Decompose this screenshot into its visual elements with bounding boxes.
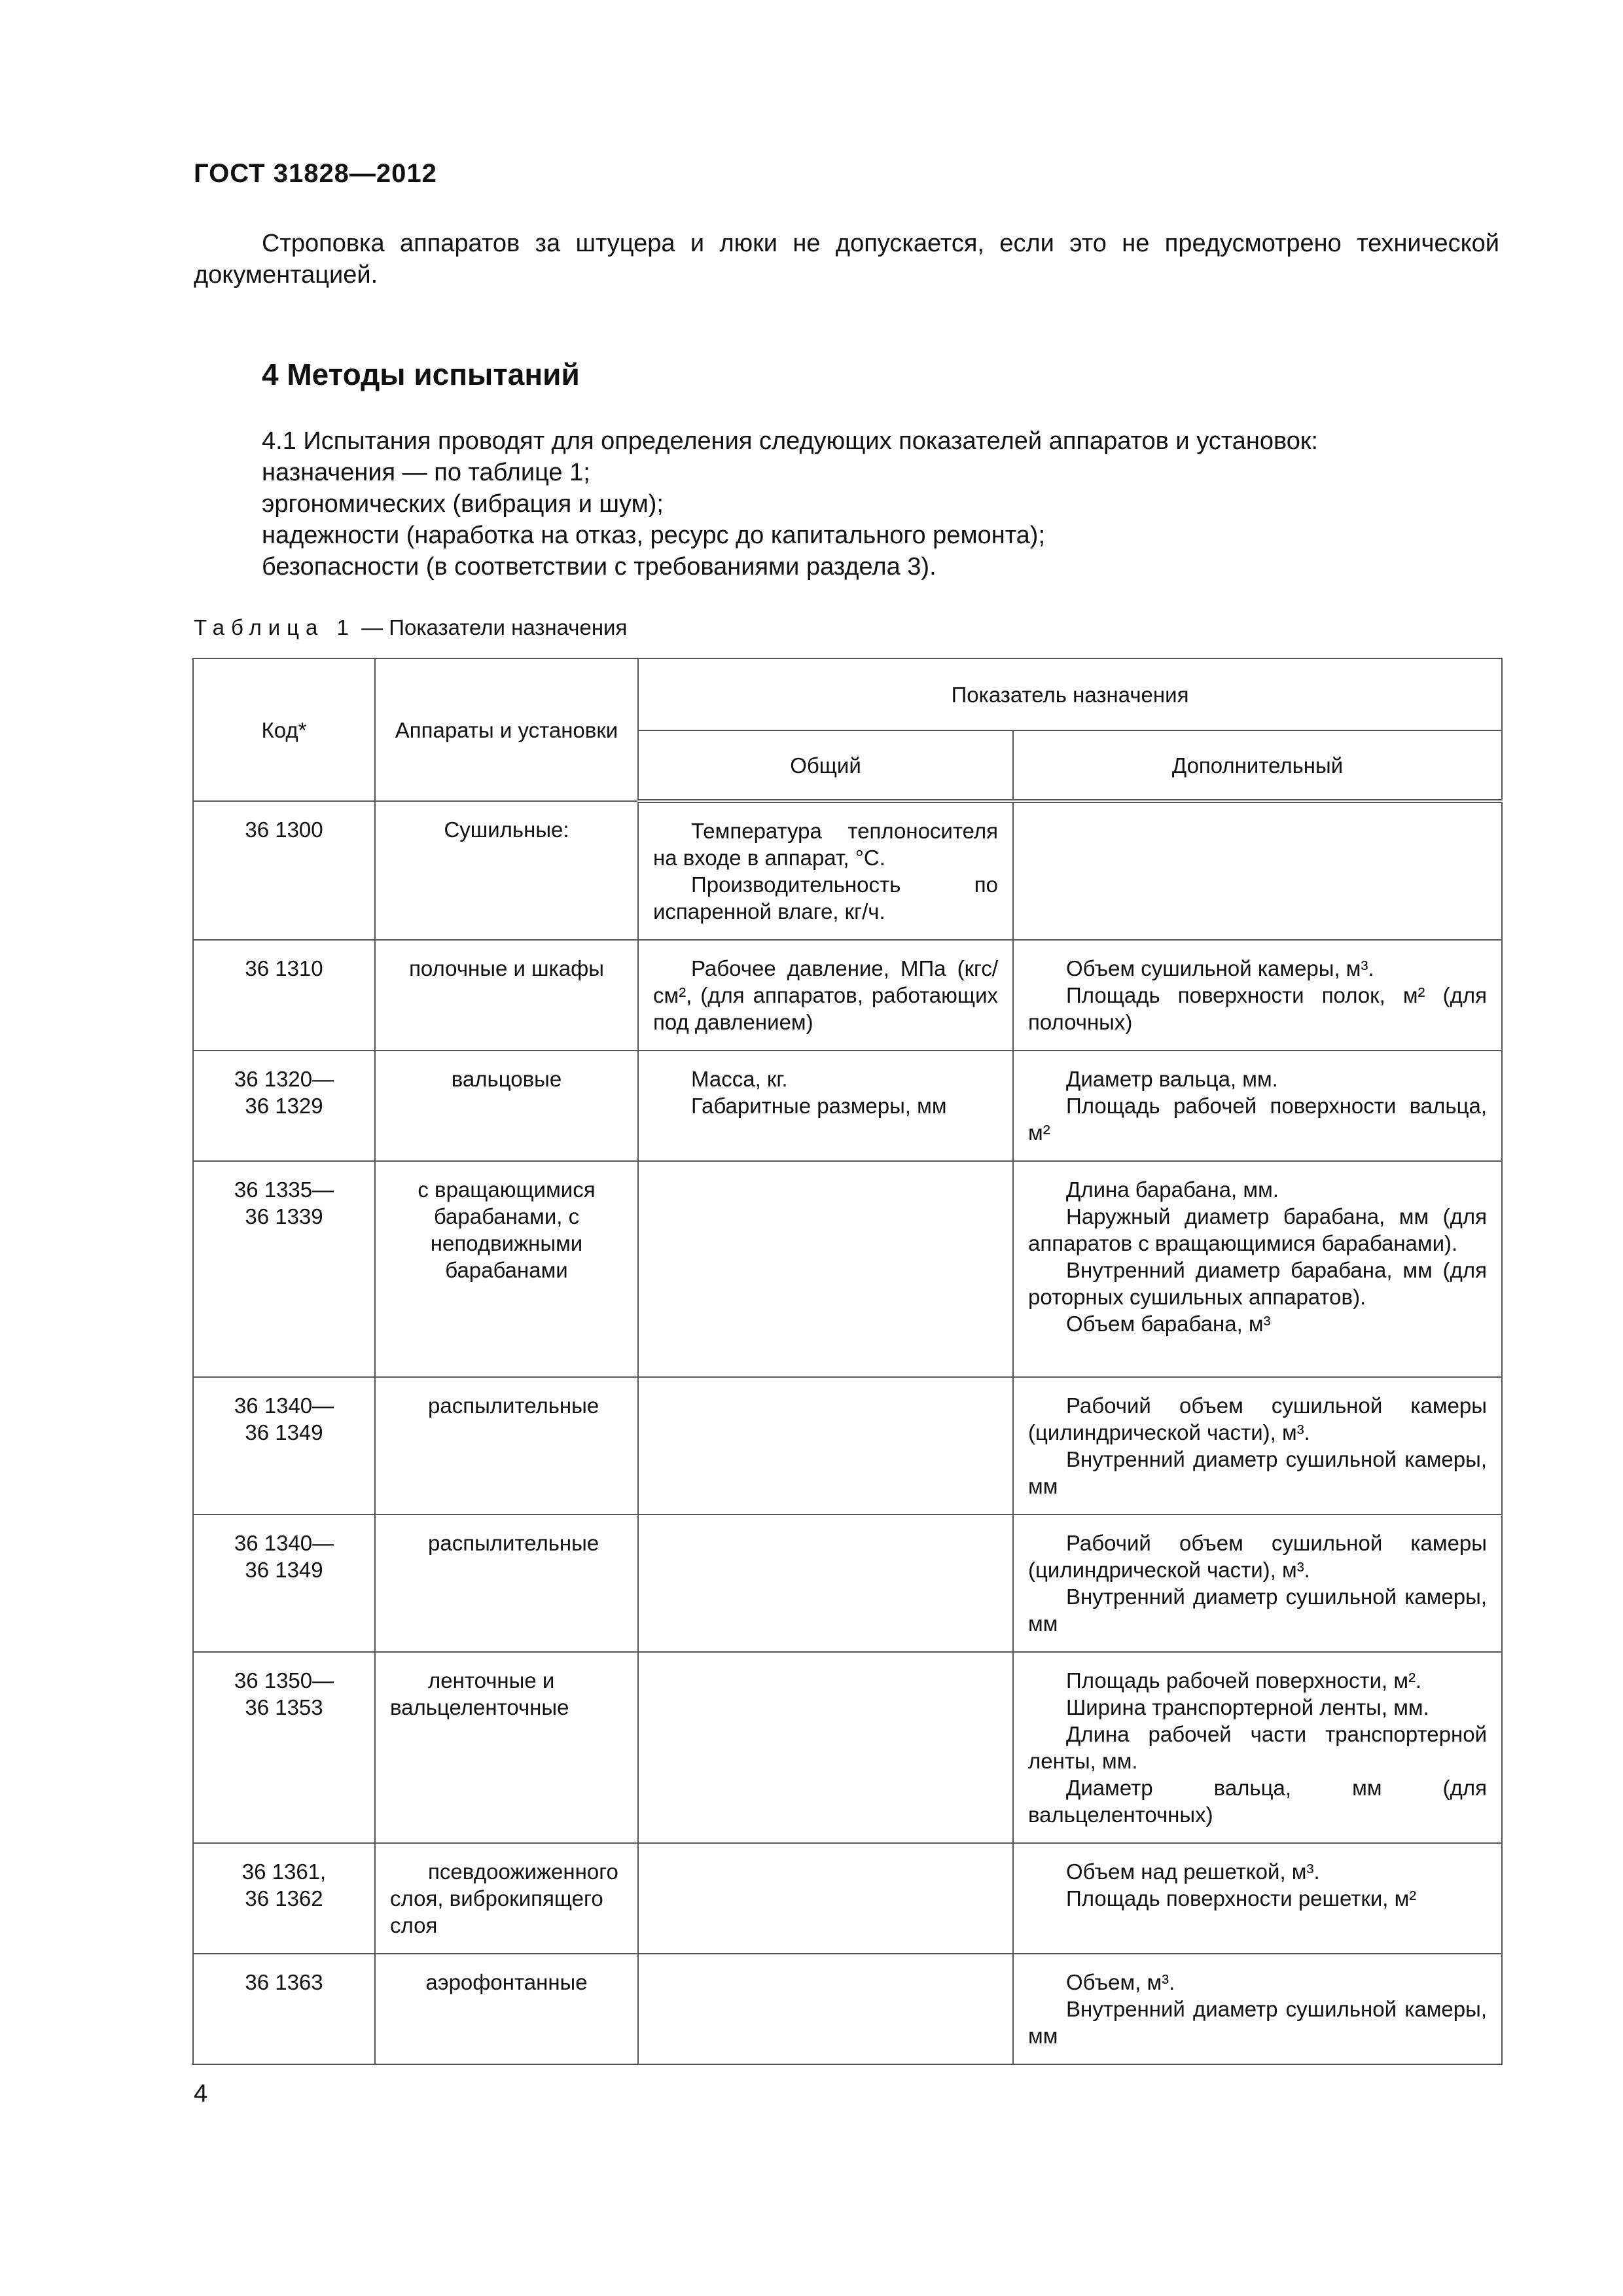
methods-line-ergonomic: эргономических (вибрация и шум); [262,490,664,518]
row-general: Рабочее давление, МПа (кгс/см², (для аппаратов, работающих под давлением) [638,940,1013,1050]
methods-line-intro: 4.1 Испытания проводят для определения следующих показателей аппаратов и установок: [262,427,1319,455]
table-row [193,1515,1502,1652]
row-apparatus: псевдоожиженного слоя, виброкипящего слоя [375,1843,638,1954]
row-apparatus: Сушильные: [375,801,638,940]
table-row [193,801,1502,940]
row-general [638,1652,1013,1843]
row-general: Масса, кг. Габаритные размеры, мм [638,1050,1013,1161]
row-apparatus: распылительные [375,1377,638,1515]
indicators-table [192,658,1503,2065]
row-code: 36 1335— 36 1339 [193,1161,375,1377]
table-row [193,1161,1502,1377]
row-code: 36 1320— 36 1329 [193,1050,375,1161]
methods-line-purpose: назначения — по таблице 1; [262,459,590,486]
row-code: 36 1340— 36 1349 [193,1377,375,1515]
table-row [193,1652,1502,1843]
row-apparatus: вальцовые [375,1050,638,1161]
row-additional: Длина барабана, мм. Наружный диаметр барабана, мм (для аппаратов с вращающимися барабанами). Внутренний диаметр барабана, мм (для роторных сушильных аппаратов). Объем барабана, м³ [1013,1161,1502,1377]
row-general [638,1954,1013,2064]
table-caption-label: Таблица 1 [194,615,355,639]
table-row [193,1954,1502,2064]
row-general [638,1377,1013,1515]
row-code: 36 1363 [193,1954,375,2064]
row-code: 36 1310 [193,940,375,1050]
methods-line-safety: безопасности (в соответствии с требованиями раздела 3). [262,553,936,581]
table-row [193,1050,1502,1161]
row-additional: Объем над решеткой, м³. Площадь поверхности решетки, м² [1013,1843,1502,1954]
row-apparatus: с вращающимися барабанами, с неподвижными барабанами [375,1161,638,1377]
test-methods-list [262,425,1318,583]
table-row [193,1843,1502,1954]
standard-code: ГОСТ 31828—2012 [194,159,437,188]
row-apparatus: полочные и шкафы [375,940,638,1050]
table-row [193,1377,1502,1515]
row-additional [1013,801,1502,940]
row-code: 36 1340— 36 1349 [193,1515,375,1652]
row-apparatus: ленточные и вальцеленточные [375,1652,638,1843]
row-additional: Диаметр вальца, мм. Площадь рабочей поверхности вальца, м² [1013,1050,1502,1161]
table-row [193,940,1502,1050]
row-additional: Рабочий объем сушильной камеры (цилиндрической части), м³. Внутренний диаметр сушильной камеры, мм [1013,1377,1502,1515]
header-code: Код* [193,658,375,801]
header-general: Общий [638,730,1013,801]
row-code: 36 1361, 36 1362 [193,1843,375,1954]
row-apparatus: аэрофонтанные [375,1954,638,2064]
intro-paragraph: Строповка аппаратов за штуцера и люки не допускается, если это не предусмотрено технической документацией. [194,230,1499,289]
row-code: 36 1300 [193,801,375,940]
row-general [638,1161,1013,1377]
row-additional: Рабочий объем сушильной камеры (цилиндрической части), м³. Внутренний диаметр сушильной камеры, мм [1013,1515,1502,1652]
row-general [638,1515,1013,1652]
section-title: 4 Методы испытаний [262,357,580,391]
row-code: 36 1350— 36 1353 [193,1652,375,1843]
table-caption [194,615,627,640]
table-caption-text: — Показатели назначения [355,615,628,639]
header-indicator: Показатель назначения [638,658,1502,730]
row-additional: Объем сушильной камеры, м³. Площадь поверхности полок, м² (для полочных) [1013,940,1502,1050]
header-apparatus: Аппараты и установки [375,658,638,801]
row-additional: Площадь рабочей поверхности, м². Ширина транспортерной ленты, мм. Длина рабочей части транспортерной ленты, мм. Диаметр вальца, мм (для вальцеленточных) [1013,1652,1502,1843]
row-apparatus: распылительные [375,1515,638,1652]
row-additional: Объем, м³. Внутренний диаметр сушильной камеры, мм [1013,1954,1502,2064]
header-additional: Дополнительный [1013,730,1502,801]
page-number: 4 [194,2080,208,2108]
row-general [638,1843,1013,1954]
row-general: Температура теплоносителя на входе в аппарат, °С. Производительность по испаренной влаге, кг/ч. [638,801,1013,940]
methods-line-reliability: надежности (наработка на отказ, ресурс до капитального ремонта); [262,522,1046,549]
